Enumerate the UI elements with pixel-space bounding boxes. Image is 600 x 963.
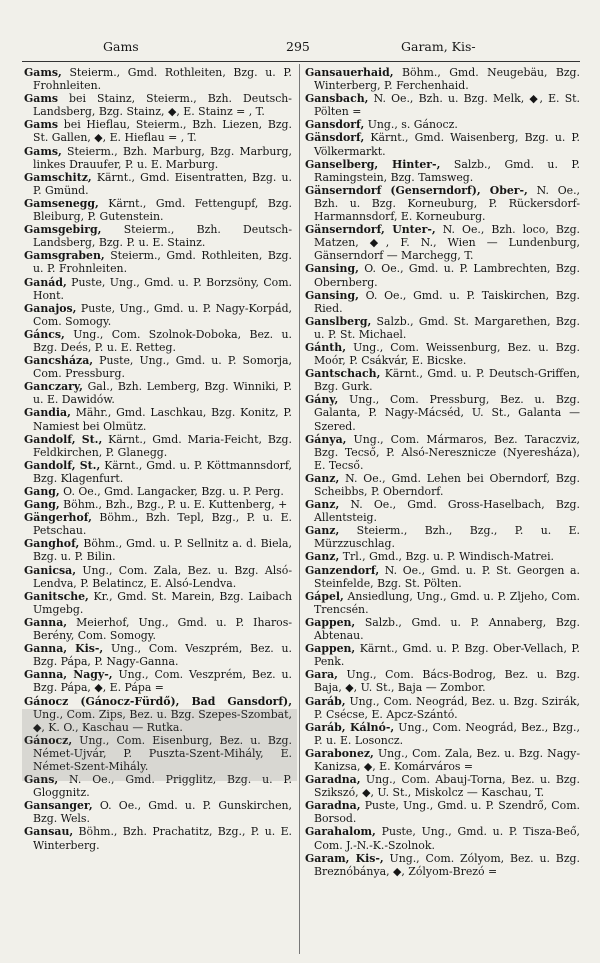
entry-text: Salzb., Gmd. u. P. Ramingstein, Bzg. Tamsweg.: [314, 157, 580, 184]
entry-headword: Garáb,: [305, 694, 346, 708]
gazetteer-entry: [24, 642, 292, 668]
entry-headword: Garadna,: [305, 773, 361, 787]
entry-headword: Ganslberg,: [305, 314, 372, 328]
gazetteer-entry: [305, 642, 580, 668]
entry-text: Böhm., Gmd. Neugebäu, Bzg. Winterberg, P. Ferchenhaid.: [314, 66, 580, 93]
gazetteer-entry: [24, 616, 292, 642]
gazetteer-entry: [24, 249, 292, 275]
gazetteer-entry: [24, 773, 292, 799]
entry-text: Ung., Com. Neográd, Bez. u. Bzg. Szirák, P. Csécse, E. Apcz-Szántó.: [314, 694, 580, 721]
entry-text: Böhm., Gmd. u. P. Sellnitz a. d. Biela, Bzg. u. P. Bilin.: [33, 537, 292, 564]
gazetteer-entry: [305, 262, 580, 288]
gazetteer-entry: [305, 498, 580, 524]
gazetteer-entry: [305, 289, 580, 315]
entry-headword: Gány,: [305, 393, 339, 407]
entry-text: Meierhof, Ung., Gmd. u. P. Iharos-Berény, Com. Somogy.: [33, 615, 292, 643]
entry-text: Steierm., Bzh. Marburg, Bzg. Marburg, linkes Drauufer, P. u. E. Marburg.: [33, 144, 292, 171]
entry-text: Puste, Ung., Gmd. u. P. Somorja, Com. Pressburg.: [33, 354, 292, 381]
entry-text: Ung., Com. Pressburg, Bez. u. Bzg. Galanta, P. Nagy-Mácséd, U. St., Galanta — Szered.: [314, 393, 580, 433]
entry-text: Ung., Com. Zala, Bez. u. Bzg. Alsó-Lendva, P. Belatincz, E. Alsó-Lendva.: [33, 563, 292, 590]
gazetteer-entry: [24, 734, 292, 773]
entry-text: Ung., Com. Zips, Bez. u. Bzg. Szepes-Szombat, ◆, K. O., Kaschau — Rutka.: [33, 707, 292, 734]
entry-text: Ung., Com. Zala, Bez. u. Bzg. Nagy-Kanizsa, ◆, E. Komárváros =: [314, 746, 580, 773]
entry-headword: Gamsgebirg,: [24, 223, 102, 237]
entry-text: O. Oe., Gmd. u. P. Gunskirchen, Bzg. Wels.: [33, 799, 292, 826]
entry-text: N. Oe., Gmd. Prigglitz, Bzg. u. P. Gloggnitz.: [33, 773, 292, 800]
entry-text: N. Oe., Gmd. Lehen bei Oberndorf, Bzg. Scheibbs, P. Oberndorf.: [314, 471, 580, 498]
entry-text: Ung., Com. Eisenburg, Bez. u. Bzg. Német-Ujvár, P. Puszta-Szent-Mihály, E. Német-Szent-Mihály.: [33, 733, 292, 773]
entry-text: Steierm., Gmd. Rothleiten, Bzg. u. P. Frohnleiten.: [33, 66, 292, 93]
header-right-keyword: Garam, Kis-: [401, 39, 476, 54]
entry-headword: Gängerhof,: [24, 511, 92, 525]
right-column: [305, 66, 580, 878]
entry-text: Trl., Gmd., Bzg. u. P. Windisch-Matrei.: [339, 550, 555, 564]
entry-headword: Gansing,: [305, 262, 359, 276]
gazetteer-entry: [24, 825, 292, 851]
entry-headword: Gápel,: [305, 589, 344, 603]
gazetteer-entry: [305, 223, 580, 262]
entry-text: Salzb., Gmd. St. Margarethen, Bzg. u. P. St. Michael.: [314, 314, 580, 341]
gazetteer-entry: [24, 328, 292, 354]
gazetteer-entry: [24, 537, 292, 563]
entry-headword: Garáb, Kálnó-,: [305, 720, 395, 734]
entry-headword: Ganz,: [305, 524, 340, 538]
gazetteer-entry: [24, 695, 292, 734]
entry-text: Kärnt., Gmd. u. P. Köttmannsdorf, Bzg. Klagenfurt.: [33, 458, 292, 485]
entry-text: Böhm., Bzh. Prachatitz, Bzg., P. u. E. Winterberg.: [33, 825, 292, 852]
gazetteer-entry: [24, 485, 292, 498]
entry-text: Salzb., Gmd. u. P. Annaberg, Bzg. Abtenau.: [314, 615, 580, 643]
gazetteer-entry: [24, 498, 292, 511]
gazetteer-entry: [305, 668, 580, 694]
gazetteer-entry: [24, 223, 292, 249]
entry-headword: Gamschitz,: [24, 170, 92, 184]
gazetteer-entry: [24, 118, 292, 144]
entry-text: Ung., Com. Bács-Bodrog, Bez. u. Bzg. Baja, ◆, U. St., Baja — Zombor.: [314, 668, 580, 695]
entry-headword: Ganselberg, Hinter-,: [305, 157, 441, 171]
entry-headword: Gansbach,: [305, 92, 369, 106]
entry-headword: Gappen,: [305, 642, 356, 656]
entry-text: N. Oe., Gmd. u. P. St. Georgen a. Steinfelde, Bzg. St. Pölten.: [314, 563, 580, 590]
entry-text: Gal., Bzh. Lemberg, Bzg. Winniki, P. u. E. Dawidów.: [33, 380, 292, 407]
entry-text: N. Oe., Bzh. loco, Bzg. Matzen, ◆, F. N., Wien — Lundenburg, Gänserndorf — Marchegg, T.: [314, 223, 581, 263]
entry-headword: Ganád,: [24, 275, 67, 289]
gazetteer-entry: [305, 92, 580, 118]
entry-text: O. Oe., Gmd. u. P. Taiskirchen, Bzg. Ried.: [314, 288, 580, 315]
entry-headword: Ganna, Kis-,: [24, 642, 104, 656]
entry-text: Ung., Com. Neográd, Bez., Bzg., P. u. E. Losoncz.: [314, 720, 580, 747]
entry-headword: Ganicsa,: [24, 563, 77, 577]
page-header: [0, 39, 600, 59]
entry-headword: Gandolf, St.,: [24, 432, 103, 446]
entry-text: N. Oe., Bzh. u. Bzg. Melk, ◆, E. St. Pölten =: [314, 92, 580, 119]
entry-headword: Gans,: [24, 773, 59, 787]
gazetteer-entry: [24, 433, 292, 459]
gazetteer-entry: [305, 524, 580, 550]
entry-headword: Gantschach,: [305, 367, 381, 381]
entry-headword: Ganz,: [305, 550, 340, 564]
entry-headword: Gams: [24, 118, 59, 132]
entry-text: Kärnt., Gmd. u. P. Deutsch-Griffen, Bzg. Gurk.: [314, 367, 580, 394]
entry-headword: Gáncs,: [24, 327, 65, 341]
gazetteer-entry: [24, 66, 292, 92]
entry-text: Ung., s. Gánocz.: [364, 118, 458, 132]
entry-headword: Ganczary,: [24, 380, 83, 394]
entry-text: Steierm., Gmd. Rothleiten, Bzg. u. P. Frohnleiten.: [33, 249, 292, 276]
gazetteer-entry: [24, 406, 292, 432]
entry-headword: Gappen,: [305, 615, 356, 629]
entry-text: Ung., Com. Veszprém, Bez. u. Bzg. Pápa, P. Nagy-Ganna.: [33, 642, 292, 669]
entry-headword: Gansanger,: [24, 799, 93, 813]
entry-text: N. Oe., Bzh. u. Bzg. Korneuburg, P. Rückersdorf-Harmannsdorf, E. Korneuburg.: [314, 183, 581, 224]
entry-text: Puste, Ung., Gmd. u. P. Szendrő, Com. Borsod.: [314, 799, 580, 826]
gazetteer-entry: [305, 590, 580, 616]
entry-text: bei Stainz, Steierm., Bzh. Deutsch-Landsberg, Bzg. Stainz, ◆, E. Stainz = , T.: [33, 92, 292, 119]
entry-text: O. Oe., Gmd. u. P. Lambrechten, Bzg. Obernberg.: [314, 262, 580, 289]
gazetteer-entry: [305, 158, 580, 184]
entry-headword: Ganitsche,: [24, 589, 89, 603]
gazetteer-entry: [305, 315, 580, 341]
entry-headword: Gandia,: [24, 406, 71, 420]
entry-headword: Gams: [24, 92, 59, 106]
gazetteer-entry: [24, 171, 292, 197]
entry-headword: Gánocz (Gánocz-Fürdő), Bad Gansdorf),: [24, 694, 292, 708]
entry-text: Kärnt., Gmd. Fettengupf, Bzg. Bleiburg, P. Gutenstein.: [33, 196, 292, 224]
entry-headword: Gansdorf,: [305, 118, 365, 132]
entry-headword: Gánth,: [305, 340, 347, 354]
entry-text: Puste, Ung., Gmd. u. P. Borzsöny, Com. Hont.: [33, 275, 292, 302]
entry-headword: Garam, Kis-,: [305, 851, 384, 865]
gazetteer-entry: [24, 511, 292, 537]
gazetteer-entry: [305, 799, 580, 825]
entry-text: Kärnt., Gmd. Maria-Feicht, Bzg. Feldkirchen, P. Glanegg.: [33, 432, 292, 459]
left-column: [24, 66, 292, 852]
entry-text: Ung., Com. Veszprém, Bez. u. Bzg. Pápa, ◆, E. Pápa =: [33, 668, 292, 695]
entry-headword: Garadna,: [305, 799, 361, 813]
entry-text: Böhm., Bzh., Bzg., P. u. E. Kuttenberg, +: [59, 498, 288, 512]
entry-headword: Gansing,: [305, 288, 359, 302]
gazetteer-entry: [24, 564, 292, 590]
entry-headword: Gandolf, St.,: [24, 458, 101, 472]
entry-text: Mähr., Gmd. Laschkau, Bzg. Konitz, P. Namiest bei Olmütz.: [33, 406, 292, 433]
gazetteer-entry: [305, 695, 580, 721]
entry-text: Ansiedlung, Ung., Gmd. u. P. Zljeho, Com. Trencsén.: [314, 589, 580, 616]
entry-headword: Gamsgraben,: [24, 249, 105, 263]
gazetteer-entry: [24, 668, 292, 694]
entry-headword: Gang,: [24, 485, 60, 498]
entry-text: Böhm., Bzh. Tepl, Bzg., P. u. E. Petschau.: [33, 511, 292, 538]
entry-text: Ung., Com. Mármaros, Bez. Taraczviz, Bzg. Tecső, P. Alsó-Neresznicze (Nyeresháza), E. Tecső.: [314, 432, 580, 472]
gazetteer-entry: [24, 459, 292, 485]
entry-headword: Gang,: [24, 498, 60, 512]
entry-headword: Gänsdorf,: [305, 131, 365, 145]
gazetteer-entry: [305, 472, 580, 498]
gazetteer-entry: [24, 354, 292, 380]
gazetteer-entry: [305, 550, 580, 563]
entry-headword: Gancsháza,: [24, 354, 94, 368]
entry-headword: Ganajos,: [24, 301, 77, 315]
entry-headword: Gansau,: [24, 825, 74, 839]
entry-text: Steierm., Bzh., Bzg., P. u. E. Mürzzuschlag.: [314, 524, 580, 551]
gazetteer-entry: [305, 825, 580, 851]
entry-text: O. Oe., Gmd. Langacker, Bzg. u. P. Perg.: [59, 485, 284, 498]
gazetteer-entry: [305, 616, 580, 642]
header-rule: [22, 61, 580, 62]
entry-text: Ung., Com. Zólyom, Bez. u. Bzg. Breznóbánya, ◆, Zólyom-Brezó =: [314, 851, 580, 878]
entry-headword: Ganna,: [24, 615, 68, 629]
gazetteer-entry: [305, 773, 580, 799]
entry-headword: Gánocz,: [24, 733, 73, 747]
gazetteer-entry: [305, 184, 580, 223]
entry-headword: Gánya,: [305, 432, 347, 446]
entry-text: Kärnt., Gmd. Waisenberg, Bzg. u. P. Völkermarkt.: [314, 131, 580, 158]
page-number: 295: [286, 39, 310, 54]
entry-text: Kr., Gmd. St. Marein, Bzg. Laibach Umgebg.: [33, 589, 292, 616]
gazetteer-entry: [305, 721, 580, 747]
gazetteer-entry: [305, 341, 580, 367]
gazetteer-entry: [24, 799, 292, 825]
entry-text: N. Oe., Gmd. Gross-Haselbach, Bzg. Allentsteig.: [314, 498, 580, 525]
gazetteer-entry: [305, 747, 580, 773]
gazetteer-entry: [305, 118, 580, 131]
entry-headword: Ganna, Nagy-,: [24, 668, 113, 682]
gazetteer-entry: [305, 433, 580, 472]
gazetteer-entry: [305, 564, 580, 590]
entry-headword: Gams,: [24, 144, 62, 158]
gazetteer-entry: [24, 197, 292, 223]
header-left-keyword: Gams: [103, 39, 139, 54]
entry-headword: Gänserndorf, Unter-,: [305, 223, 436, 237]
column-divider: [299, 64, 300, 954]
entry-headword: Garahalom,: [305, 825, 376, 839]
entry-headword: Ganghof,: [24, 537, 80, 551]
gazetteer-entry: [24, 380, 292, 406]
entry-text: Steierm., Bzh. Deutsch-Landsberg, Bzg. P. u. E. Stainz.: [33, 223, 292, 250]
entry-headword: Garabonez,: [305, 746, 374, 760]
entry-text: Ung., Com. Weissenburg, Bez. u. Bzg. Moór, P. Csákvár, E. Bicske.: [314, 340, 580, 368]
entry-text: Ung., Com. Szolnok-Doboka, Bez. u. Bzg. Deés, P. u. E. Retteg.: [33, 327, 292, 354]
entry-headword: Ganz,: [305, 498, 340, 512]
entry-text: Kärnt., Gmd. Eisentratten, Bzg. u. P. Gmünd.: [33, 170, 292, 197]
gazetteer-entry: [24, 276, 292, 302]
entry-text: Puste, Ung., Gmd. u. P. Tisza-Beő, Com. J.-N.-K.-Szolnok.: [314, 825, 580, 852]
gazetteer-entry: [24, 302, 292, 328]
entry-headword: Gamsenegg,: [24, 196, 99, 210]
entry-headword: Gansauerhaid,: [305, 66, 394, 79]
gazetteer-entry: [305, 367, 580, 393]
gazetteer-entry: [305, 393, 580, 432]
gazetteer-entry: [24, 590, 292, 616]
entry-headword: Gänserndorf (Genserndorf), Ober-,: [305, 183, 528, 197]
entry-text: Kärnt., Gmd. u. P. Bzg. Ober-Vellach, P. Penk.: [314, 642, 580, 669]
entry-text: bei Hieflau, Steierm., Bzh. Liezen, Bzg. St. Gallen, ◆, E. Hieflau = , T.: [33, 118, 292, 145]
entry-headword: Ganz,: [305, 471, 340, 485]
gazetteer-entry: [24, 92, 292, 118]
gazetteer-entry: [305, 66, 580, 92]
entry-headword: Ganzendorf,: [305, 563, 380, 577]
entry-headword: Gara,: [305, 668, 338, 682]
gazetteer-entry: [305, 131, 580, 157]
gazetteer-entry: [24, 145, 292, 171]
entry-text: Ung., Com. Abauj-Torna, Bez. u. Bzg. Szikszó, ◆, U. St., Miskolcz — Kaschau, T.: [314, 773, 580, 800]
gazetteer-entry: [305, 852, 580, 878]
entry-text: Puste, Ung., Gmd. u. P. Nagy-Korpád, Com. Somogy.: [33, 301, 292, 328]
entry-headword: Gams,: [24, 66, 62, 79]
